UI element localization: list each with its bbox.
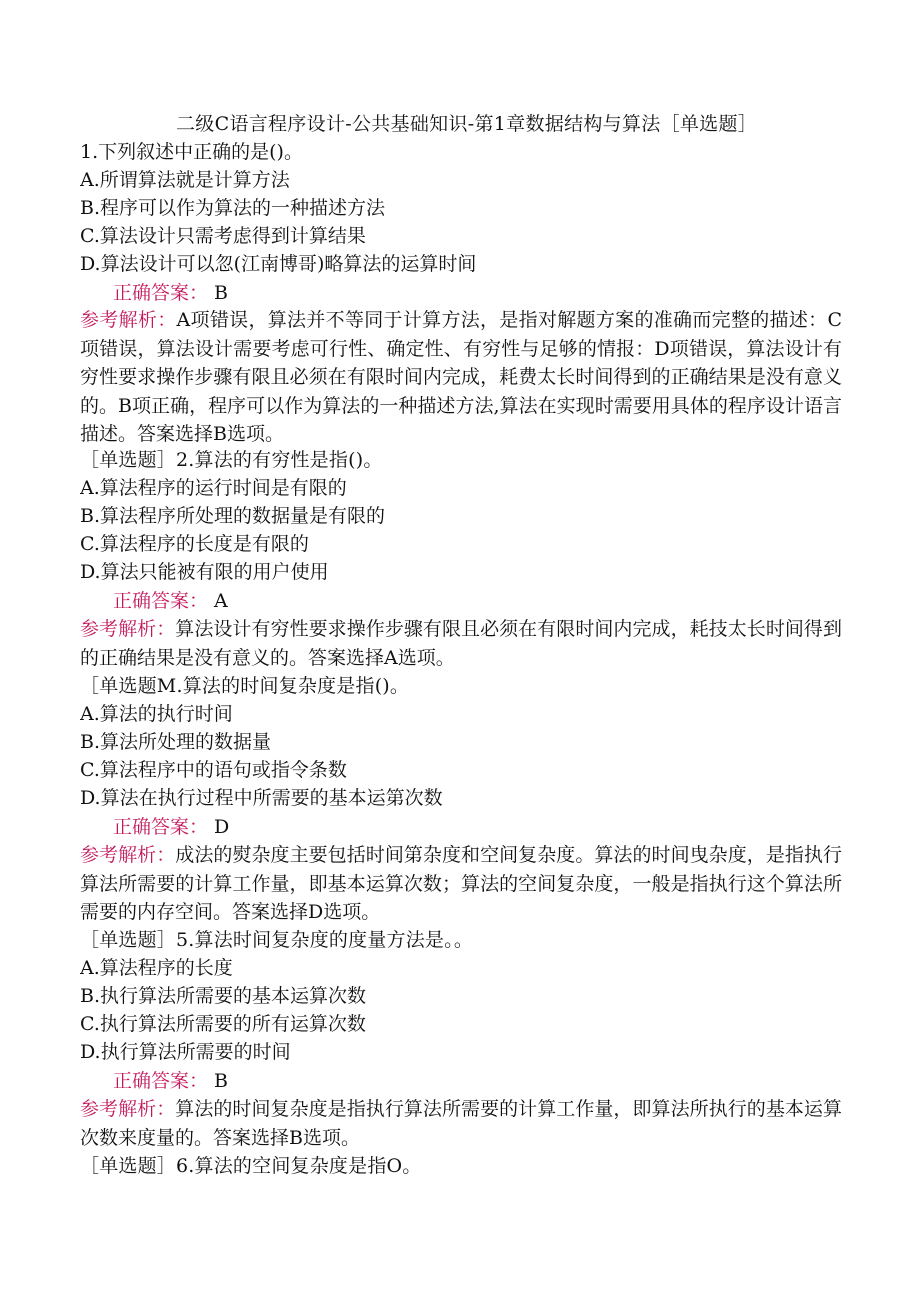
analysis-label: 参考解析： bbox=[80, 618, 176, 640]
question-2-option-a: A.算法程序的运行时间是有限的 bbox=[80, 477, 347, 499]
question-5-answer bbox=[113, 1067, 875, 1095]
question-1-stem: 1.下列叙述中正确的是()。 bbox=[80, 141, 303, 163]
question-2-option-d: D.算法只能被有限的用户使用 bbox=[80, 561, 329, 583]
analysis-label: 参考解析： bbox=[80, 309, 177, 331]
question-5-option-d: D.执行算法所需要的时间 bbox=[80, 1041, 291, 1063]
answer-value: A bbox=[214, 590, 228, 612]
question-1-option-d: D.算法设计可以忽(江南博哥)略算法的运算时间 bbox=[80, 253, 477, 275]
question-2-analysis bbox=[80, 615, 842, 673]
question-6-stem: ［单选题］6.算法的空间复杂度是指O。 bbox=[80, 1155, 422, 1177]
question-3-option-b: B.算法所处理的数据量 bbox=[80, 731, 272, 753]
question-2-option-b: B.算法程序所处理的数据量是有限的 bbox=[80, 505, 386, 527]
question-1-option-a: A.所谓算法就是计算方法 bbox=[80, 169, 290, 191]
question-1-option-b: B.程序可以作为算法的一种描述方法 bbox=[80, 197, 386, 219]
question-2-answer bbox=[113, 587, 875, 615]
answer-value: D bbox=[214, 816, 230, 838]
analysis-text: A项错误，算法并不等同于计算方法，是指对解题方案的准确而完整的描述：C项错误，算法设计需要考虑可行性、确定性、有穷性与足够的情报：D项错误，算法设计有穷性要求操作步骤有限且必须在有限时间内完成，耗费太长时间得到的正确结果是没有意义的。B项正确，程序可以作为算法的一种描述方法,算法在实现时需要用具体的程序设计语言描述。答案选择B选项。 bbox=[80, 309, 842, 445]
question-1-option-c: C.算法设计只需考虑得到计算结果 bbox=[80, 225, 366, 247]
question-3-option-c: C.算法程序中的语句或指令条数 bbox=[80, 759, 347, 781]
question-5-option-c: C.执行算法所需要的所有运算次数 bbox=[80, 1013, 366, 1035]
answer-label: 正确答案： bbox=[113, 1070, 209, 1092]
analysis-label: 参考解析： bbox=[80, 1098, 176, 1120]
question-5-analysis bbox=[80, 1095, 842, 1153]
analysis-label: 参考解析： bbox=[80, 844, 176, 866]
question-2-option-c: C.算法程序的长度是有限的 bbox=[80, 533, 309, 555]
analysis-text: 算法设计有穷性要求操作步骤有限且必须在有限时间内完成，耗技太长时间得到的正确结果是没有意义的。答案选择A选项。 bbox=[80, 618, 842, 669]
analysis-text: 算法的时间复杂度是指执行算法所需要的计算工作量，即算法所执行的基本运算次数来度量的。答案选择B选项。 bbox=[80, 1098, 842, 1149]
answer-value: B bbox=[214, 1070, 228, 1092]
question-3-answer bbox=[113, 813, 875, 841]
question-3-option-d: D.算法在执行过程中所需要的基本运第次数 bbox=[80, 787, 443, 809]
analysis-text: 成法的熨杂度主要包括时间第杂度和空间复杂度。算法的时间曳杂度，是指执行算法所需要的计算工作量，即基本运算次数；算法的空间复杂度，一般是指执行这个算法所需要的内存空间。答案选择D选项。 bbox=[80, 844, 842, 923]
answer-label: 正确答案： bbox=[113, 282, 209, 304]
question-5-stem: ［单选题］5.算法时间复杂度的度量方法是。。 bbox=[80, 929, 474, 951]
question-5-option-b: B.执行算法所需要的基本运算次数 bbox=[80, 985, 367, 1007]
question-3-option-a: A.算法的执行时间 bbox=[80, 703, 233, 725]
question-1-answer bbox=[113, 279, 875, 307]
question-1-analysis bbox=[80, 306, 842, 448]
answer-label: 正确答案： bbox=[113, 816, 209, 838]
question-3-stem: ［单选题M.算法的时间复杂度是指()。 bbox=[80, 675, 410, 697]
answer-label: 正确答案： bbox=[113, 590, 209, 612]
answer-value: B bbox=[214, 282, 228, 304]
question-2-stem: ［单选题］2.算法的有穷性是指()。 bbox=[80, 449, 383, 471]
document-title: 二级C语言程序设计-公共基础知识-第1章数据结构与算法［单选题］ bbox=[176, 113, 758, 135]
question-5-option-a: A.算法程序的长度 bbox=[80, 957, 233, 979]
question-3-analysis bbox=[80, 841, 842, 927]
